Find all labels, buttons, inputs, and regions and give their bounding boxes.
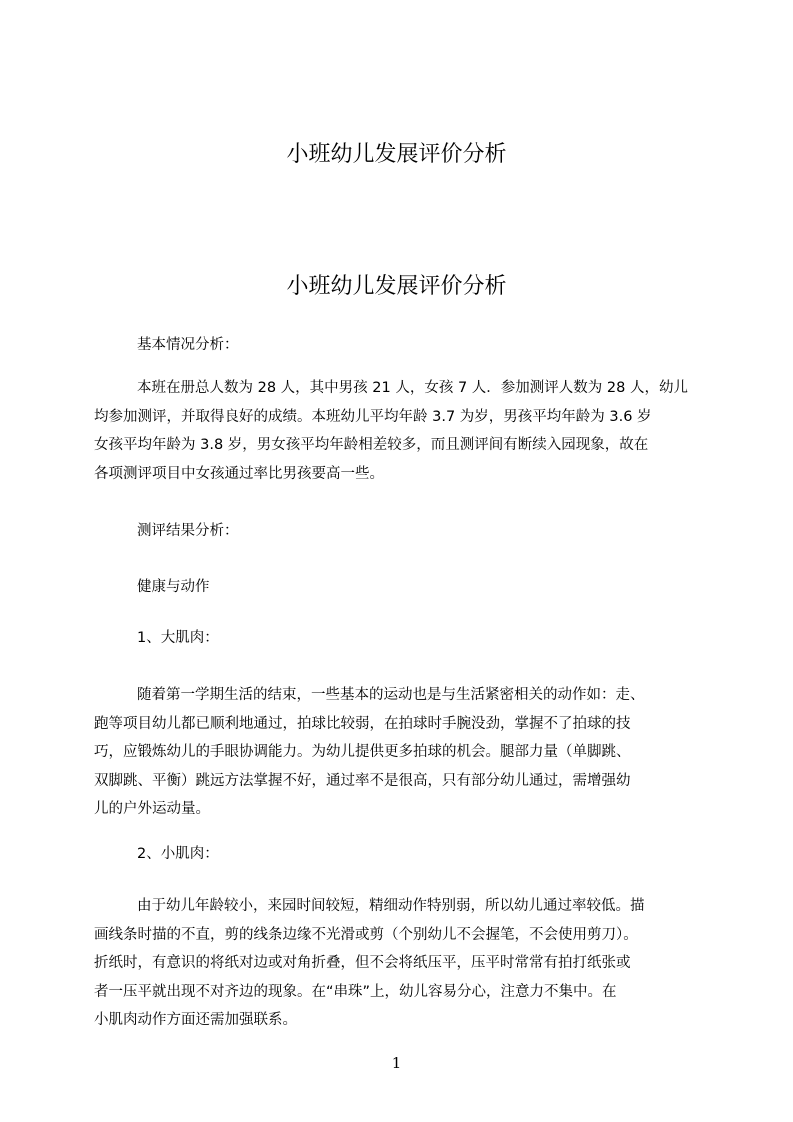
- paragraph-line: 跑等项目幼儿都已顺利地通过，拍球比较弱，在拍球时手腕没劲，掌握不了拍球的技: [94, 715, 631, 732]
- paragraph-line: 女孩平均年龄为 3.8 岁，男女孩平均年龄相差较多，而且测评间有断续入园现象，故在: [94, 437, 649, 453]
- paragraph-line: 随着第一学期生活的结束，一些基本的运动也是与生活紧密相关的动作如：走、: [137, 687, 645, 703]
- fine-heading-block: [94, 840, 700, 869]
- paragraph-line: 者一压平就出现不对齐边的现象。在“串珠”上，幼儿容易分心，注意力不集中。在: [94, 983, 617, 1000]
- basic-paragraph: [94, 374, 700, 488]
- subheading-fine-motor: 2、小肌肉：: [137, 846, 219, 862]
- basic-heading-block: [94, 331, 700, 360]
- health-heading-block: [94, 573, 700, 602]
- subheading-gross-motor: 1、大肌肉：: [137, 630, 219, 646]
- section-heading-results: 测评结果分析：: [137, 523, 239, 539]
- page-number: 1: [391, 1054, 402, 1072]
- results-heading-block: [94, 517, 700, 546]
- article-title: 小班幼儿发展评价分析: [286, 274, 507, 299]
- section-heading-basic: 基本情况分析：: [137, 337, 239, 353]
- gross-heading-block: [94, 624, 700, 653]
- paragraph-line: 小肌肉动作方面还需加强联系。: [94, 1012, 297, 1028]
- paragraph-line: 由于幼儿年龄较小，来园时间较短，精细动作特别弱，所以幼儿通过率较低。描: [137, 898, 645, 914]
- section-heading-health: 健康与动作: [137, 579, 210, 595]
- gross-paragraph: [94, 681, 700, 824]
- paragraph-line: 画线条时描的不直，剪的线条边缘不光滑或剪（个别幼儿不会握笔，不会使用剪刀）。: [94, 926, 638, 943]
- fine-paragraph: [94, 892, 700, 1035]
- paragraph-line: 双脚跳、平衡）跳远方法掌握不好，通过率不是很高，只有部分幼儿通过，需增强幼: [94, 772, 631, 789]
- paragraph-line: 各项测评项目中女孩通过率比男孩要高一些。: [94, 465, 384, 482]
- paragraph-line: 折纸时，有意识的将纸对边或对角折叠，但不会将纸压平，压平时常常有拍打纸张或: [94, 955, 631, 971]
- document-title: 小班幼儿发展评价分析: [286, 142, 507, 167]
- paragraph-line: 巧，应锻炼幼儿的手眼协调能力。为幼儿提供更多拍球的机会。腿部力量（单脚跳、: [94, 744, 631, 760]
- paragraph-line: 本班在册总人数为 28 人，其中男孩 21 人，女孩 7 人．参加测评人数为 28 人，幼儿: [137, 380, 688, 396]
- paragraph-line: 均参加测评，并取得良好的成绩。本班幼儿平均年龄 3.7 为岁，男孩平均年龄为 3.6 岁: [94, 408, 652, 425]
- paragraph-line: 儿的户外运动量。: [94, 801, 210, 817]
